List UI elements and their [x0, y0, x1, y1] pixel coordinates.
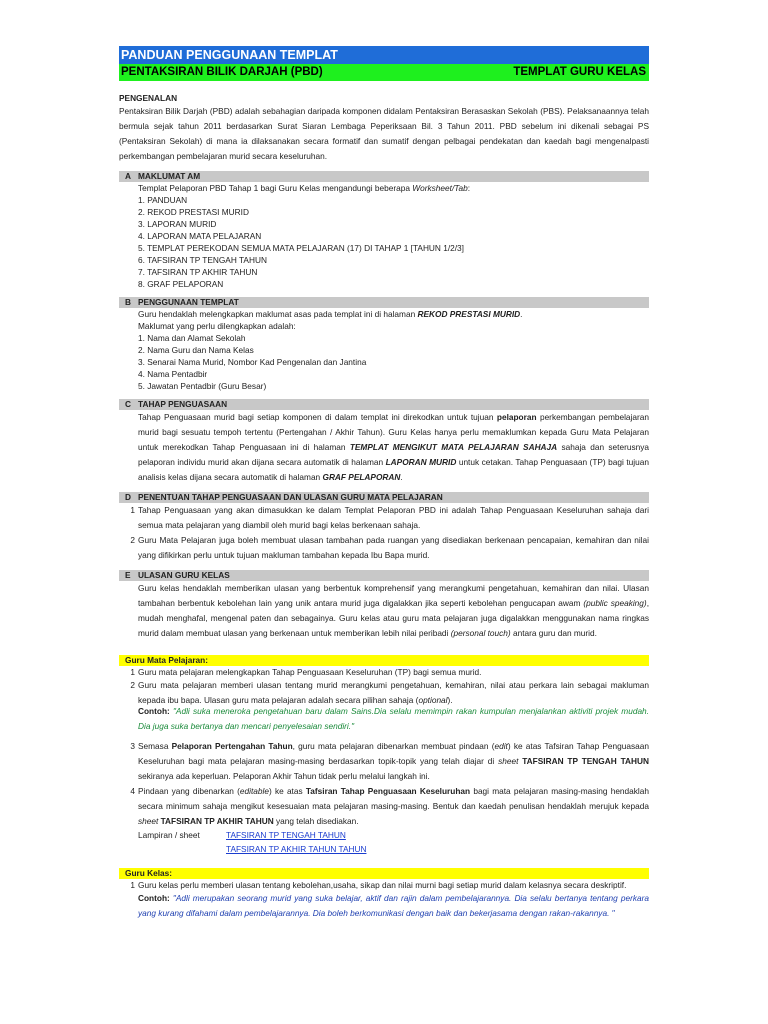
class-teacher-heading: Guru Kelas: [119, 868, 649, 879]
section-d-header [119, 492, 649, 503]
list-item: 2 Guru mata pelajaran memberi ulasan tentang murid merangkumi pengetahuan, kemahiran, nilai atau perkara lain sebagai makluman kepada ibu bapa. Ulasan guru mata pelajaran adalah secara pilihan sahaja (optional). [130, 680, 649, 705]
list-item: 1. PANDUAN [138, 195, 188, 205]
section-e-text: Guru kelas hendaklah memberikan ulasan yang berbentuk komprehensif yang merangkumi pengetahuan, kemahiran dan nilai. Ulasan tambahan berbentuk kebolehan lain yang unik antara murid juga digalakkan jika seperti kebolehan pengucapan awam (public speaking), mudah menghafal, mengenal paten dan sebagainya. Guru kelas atau guru mata pelajaran juga digalakkan menggunakan nama ringkas murid dalam membuat ulasan yang berkenaan untuk memberikan lebih nilai peribadi (personal touch) antara guru dan murid. [138, 583, 649, 638]
section-b-header [119, 297, 649, 308]
guide-title-bar [119, 46, 649, 64]
guide-sheet [119, 46, 649, 921]
section-title: MAKLUMAT AM [138, 171, 201, 181]
list-item: 3. LAPORAN MURID [138, 219, 217, 229]
list-item: 1 Guru mata pelajaran melengkapkan Tahap Penguasaan Keseluruhan (TP) bagi semua murid. [130, 667, 482, 677]
attachment-label: Lampiran / sheet [138, 830, 200, 840]
example-text: Contoh: "Adli merupakan seorang murid yang suka belajar, aktif dan rajin dalam pembelajarannya. Dia selalu bertanya tentang perkara yang kurang difahami dalam pembelajarannya. Dia boleh berkomunikasi dengan baik dan bekerjasama dengan rakan-rakannya. " [138, 893, 649, 918]
guide-title: PANDUAN PENGGUNAAN TEMPLAT [121, 48, 338, 62]
attachment-row [119, 829, 649, 855]
subject-teacher-heading: Guru Mata Pelajaran: [119, 655, 649, 666]
list-item: 5. TEMPLAT PEREKODAN SEMUA MATA PELAJARAN (17) DI TAHAP 1 [TAHUN 1/2/3] [138, 243, 464, 253]
template-label: TEMPLAT GURU KELAS [513, 66, 646, 78]
list-item: 8. GRAF PELAPORAN [138, 279, 224, 289]
section-title: ULASAN GURU KELAS [138, 570, 230, 580]
section-c-header [119, 399, 649, 410]
list-item: 1. Nama dan Alamat Sekolah [138, 333, 246, 343]
section-a-body [119, 182, 649, 290]
list-item: 2. REKOD PRESTASI MURID [138, 207, 249, 217]
list-item: 5. Jawatan Pentadbir (Guru Besar) [138, 381, 267, 391]
section-c-text: Tahap Penguasaan murid bagi setiap komponen di dalam templat ini direkodkan untuk tujuan pelaporan perkembangan pembelajaran murid bagi sesuatu tempoh tertentu (Pertengahan / Akhir Tahun). Guru Kelas hanya perlu memaklumkan kepada Guru Mata Pelajaran untuk merekodkan Tahap Penguasaan ini di halaman TEMPLAT MENGIKUT MATA PELAJARAN SAHAJA sahaja dan seterusnya pelaporan individu murid akan dijana secara automatik di halaman LAPORAN MURID untuk cetakan. Tahap Penguasaan (TP) bagi tujuan analisis kelas dijana secara automatik di halaman GRAF PELAPORAN. [138, 412, 649, 482]
list-item: 4. LAPORAN MATA PELAJARAN [138, 231, 262, 241]
section-a-header [119, 171, 649, 182]
list-item: 1 Guru kelas perlu memberi ulasan tentang kebolehan,usaha, sikap dan nilai murni bagi setiap murid dalam kelasnya secara deskriptif. [130, 880, 627, 890]
section-b-lead: Guru hendaklah melengkapkan maklumat asas pada templat ini di halaman REKOD PRESTASI MURID. [138, 309, 523, 319]
section-a-lead: Templat Pelaporan PBD Tahap 1 bagi Guru Kelas mengandungi beberapa Worksheet/Tab: [138, 183, 471, 193]
list-item: 2 Guru Mata Pelajaran juga boleh membuat ulasan tambahan pada ruangan yang disediakan berkenaan pencapaian, kemahiran dan nilai yang difikirkan perlu untuk tujuan makluman tambahan kepada Ibu Bapa murid. [130, 535, 649, 560]
intro-heading: PENGENALAN [119, 93, 178, 103]
section-e-header [119, 570, 649, 581]
section-title: PENGGUNAAN TEMPLAT [138, 297, 239, 307]
intro-text: Pentaksiran Bilik Darjah (PBD) adalah sebahagian daripada komponen didalam Pentaksiran Berasaskan Sekolah (PBS). Pelaksanaannya telah bermula sejak tahun 2011 berdasarkan Surat Siaran Lembaga Peperiksaan Bil. 3 Tahun 2011. PBD sebelum ini dikenali sebagai PS (Pentaksiran Sekolah) di mana ia dilaksanakan secara formatif dan sumatif dengan pelbagai pendekatan dan kaedah bagi mengenalpasti perkembangan pembelajaran murid secara keseluruhan. [119, 106, 649, 161]
link-tafsiran-akhir-tahun[interactable]: TAFSIRAN TP AKHIR TAHUN TAHUN [226, 844, 367, 854]
section-b-sub: Maklumat yang perlu dilengkapkan adalah: [138, 321, 296, 331]
list-item: 7. TAFSIRAN TP AKHIR TAHUN [138, 267, 258, 277]
section-title: PENENTUAN TAHAP PENGUASAAN DAN ULASAN GURU MATA PELAJARAN [138, 492, 443, 502]
section-letter: B [125, 297, 131, 307]
list-item: 2. Nama Guru dan Nama Kelas [138, 345, 254, 355]
example-text: Contoh: "Adli suka meneroka pengetahuan baru dalam Sains.Dia selalu memimpin rakan kumpulan menjalankan aktiviti projek mudah. Dia juga suka bertanya dan mencari penyelesaian sendiri." [138, 706, 649, 731]
link-tafsiran-tengah-tahun[interactable]: TAFSIRAN TP TENGAH TAHUN [226, 830, 346, 840]
list-item: 1 Tahap Penguasaan yang akan dimasukkan ke dalam Templat Pelaporan PBD ini adalah Tahap Penguasaan Keseluruhan sahaja dari semua mata pelajaran yang diambil oleh murid bagi kelas berkenaan sahaja. [130, 505, 649, 530]
list-item: 6. TAFSIRAN TP TENGAH TAHUN [138, 255, 267, 265]
section-title: TAHAP PENGUASAAN [138, 399, 228, 409]
list-item: 4. Nama Pentadbir [138, 369, 208, 379]
section-letter: A [125, 171, 131, 181]
section-b-body [119, 308, 649, 392]
section-letter: E [125, 570, 131, 580]
guide-subtitle-bar [119, 64, 649, 81]
list-item: 3 Semasa Pelaporan Pertengahan Tahun, guru mata pelajaran dibenarkan membuat pindaan (edit) ke atas Tafsiran Tahap Penguasaan Keseluruhan bagi mata pelajaran masing-masing berdasarkan topik-topik yang telah diajar di sheet TAFSIRAN TP TENGAH TAHUN sekiranya ada keperluan. Pelaporan Akhir Tahun tidak perlu melalui langkah ini. [130, 741, 649, 781]
list-item: 4 Pindaan yang dibenarkan (editable) ke atas Tafsiran Tahap Penguasaan Keseluruhan bagi mata pelajaran masing-masing hendaklah secara minimum sahaja mengikut kesesuaian mata pelajaran masing-masing. Bentuk dan kaedah penulisan hendaklah merujuk kepada sheet TAFSIRAN TP AKHIR TAHUN yang telah disediakan. [130, 786, 649, 826]
section-letter: C [125, 399, 131, 409]
section-letter: D [125, 492, 131, 502]
list-item: 3. Senarai Nama Murid, Nombor Kad Pengenalan dan Jantina [138, 357, 367, 367]
guide-subtitle: PENTAKSIRAN BILIK DARJAH (PBD) [121, 66, 323, 78]
